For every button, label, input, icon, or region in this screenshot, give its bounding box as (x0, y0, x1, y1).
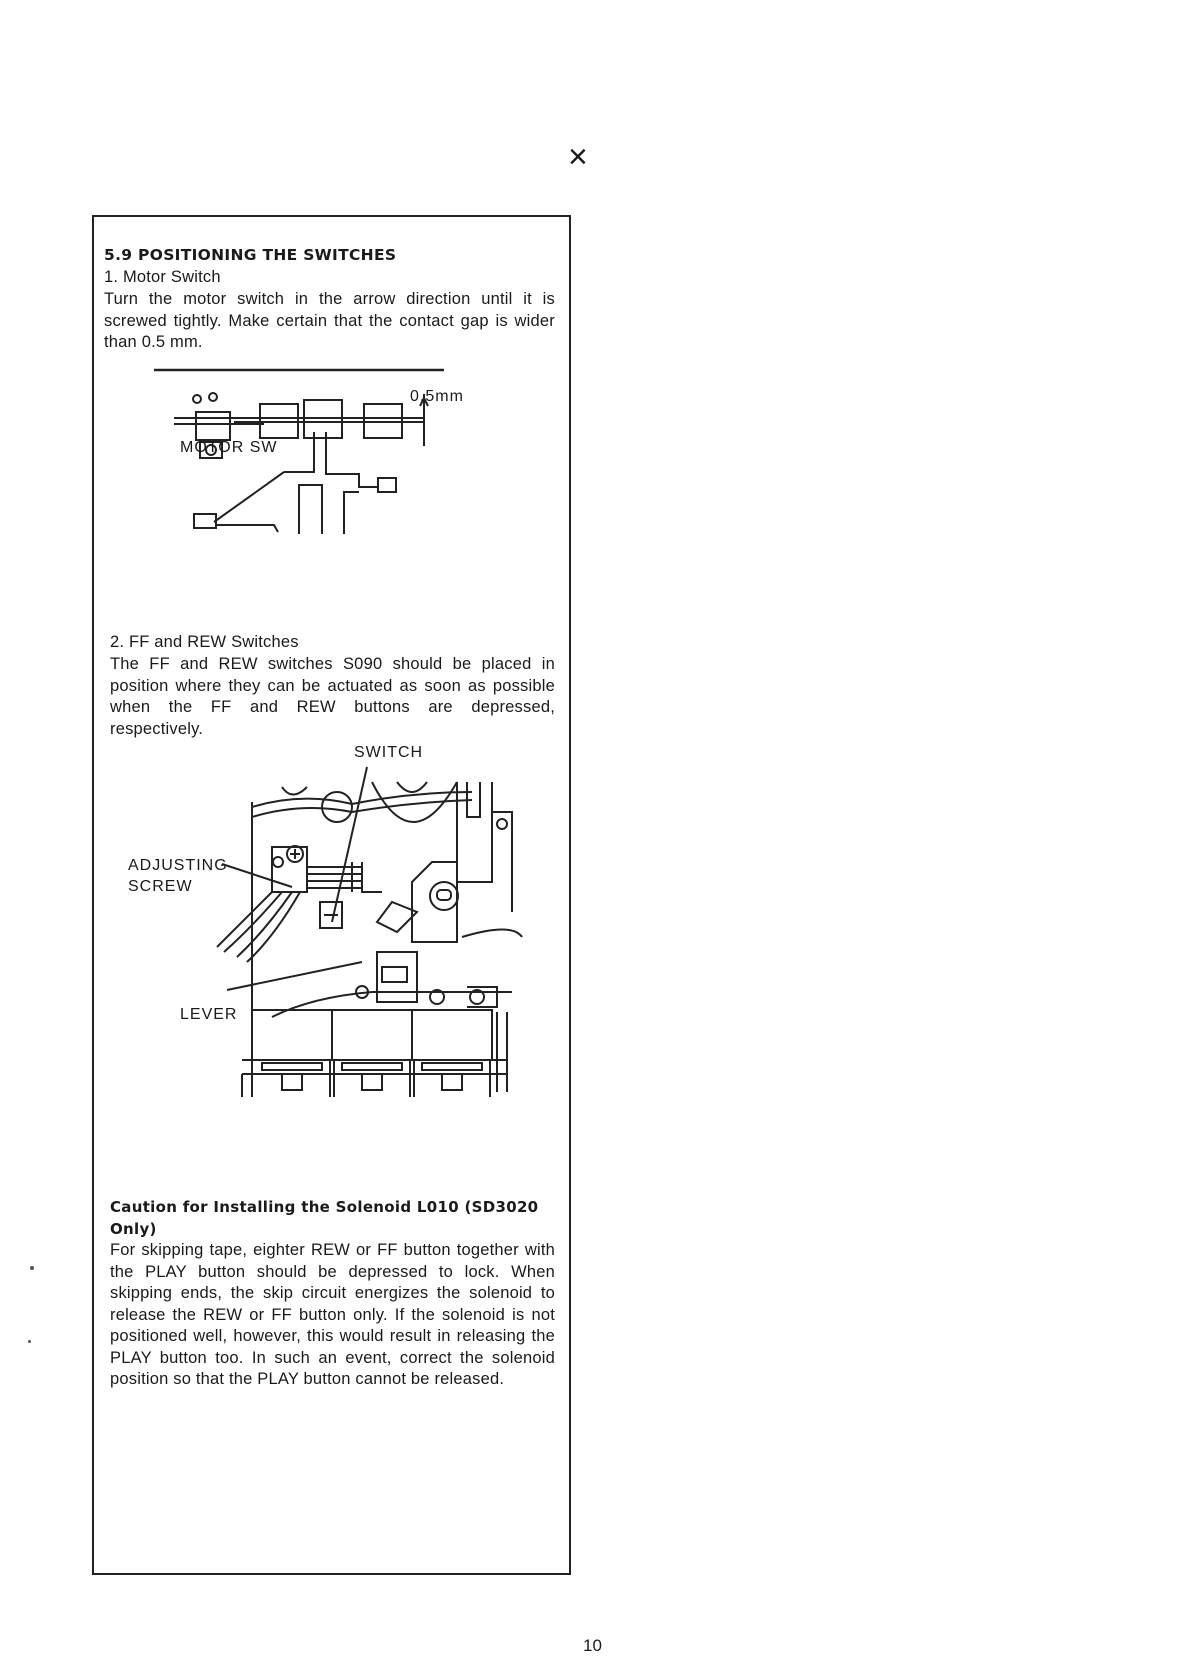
ffrew-switch-diagram (212, 762, 542, 1097)
ffrew-text: The FF and REW switches S090 should be placed in position where they can be actuated as soon as possible when the FF and REW buttons are depressed, respectively. (110, 655, 555, 738)
switch-label: SWITCH (354, 744, 424, 761)
scan-speck (28, 1340, 31, 1343)
motor-switch-subheading: 1. Motor Switch (104, 268, 221, 286)
caution-heading: Caution for Installing the Solenoid L010 (SD3020 Only) (110, 1198, 539, 1238)
section-heading: 5.9 POSITIONING THE SWITCHES (104, 246, 397, 264)
screw-label: SCREW (128, 878, 193, 895)
scan-speck (30, 1266, 34, 1270)
page-number: 10 (583, 1636, 602, 1655)
motor-sw-label: MOTOR SW (180, 439, 278, 456)
page-check-mark: × (568, 138, 588, 176)
motor-switch-text: Turn the motor switch in the arrow direction until it is screwed tightly. Make certain that the contact gap is wider than 0.5 mm. (104, 290, 555, 351)
ffrew-subheading: 2. FF and REW Switches (110, 633, 299, 651)
adjusting-label: ADJUSTING (128, 857, 228, 874)
caution-text: For skipping tape, eighter REW or FF button together with the PLAY button should be depressed to lock. When skipping ends, the skip circuit energizes the solenoid to release the REW or FF button only. If the solenoid is not positioned well, however, this would result in releasing the PLAY button too. In such an event, correct the solenoid position so that the PLAY button cannot be released. (110, 1241, 555, 1388)
instruction-box (92, 215, 571, 1575)
gap-label: 0.5mm (410, 388, 464, 405)
lever-label: LEVER (180, 1006, 238, 1023)
